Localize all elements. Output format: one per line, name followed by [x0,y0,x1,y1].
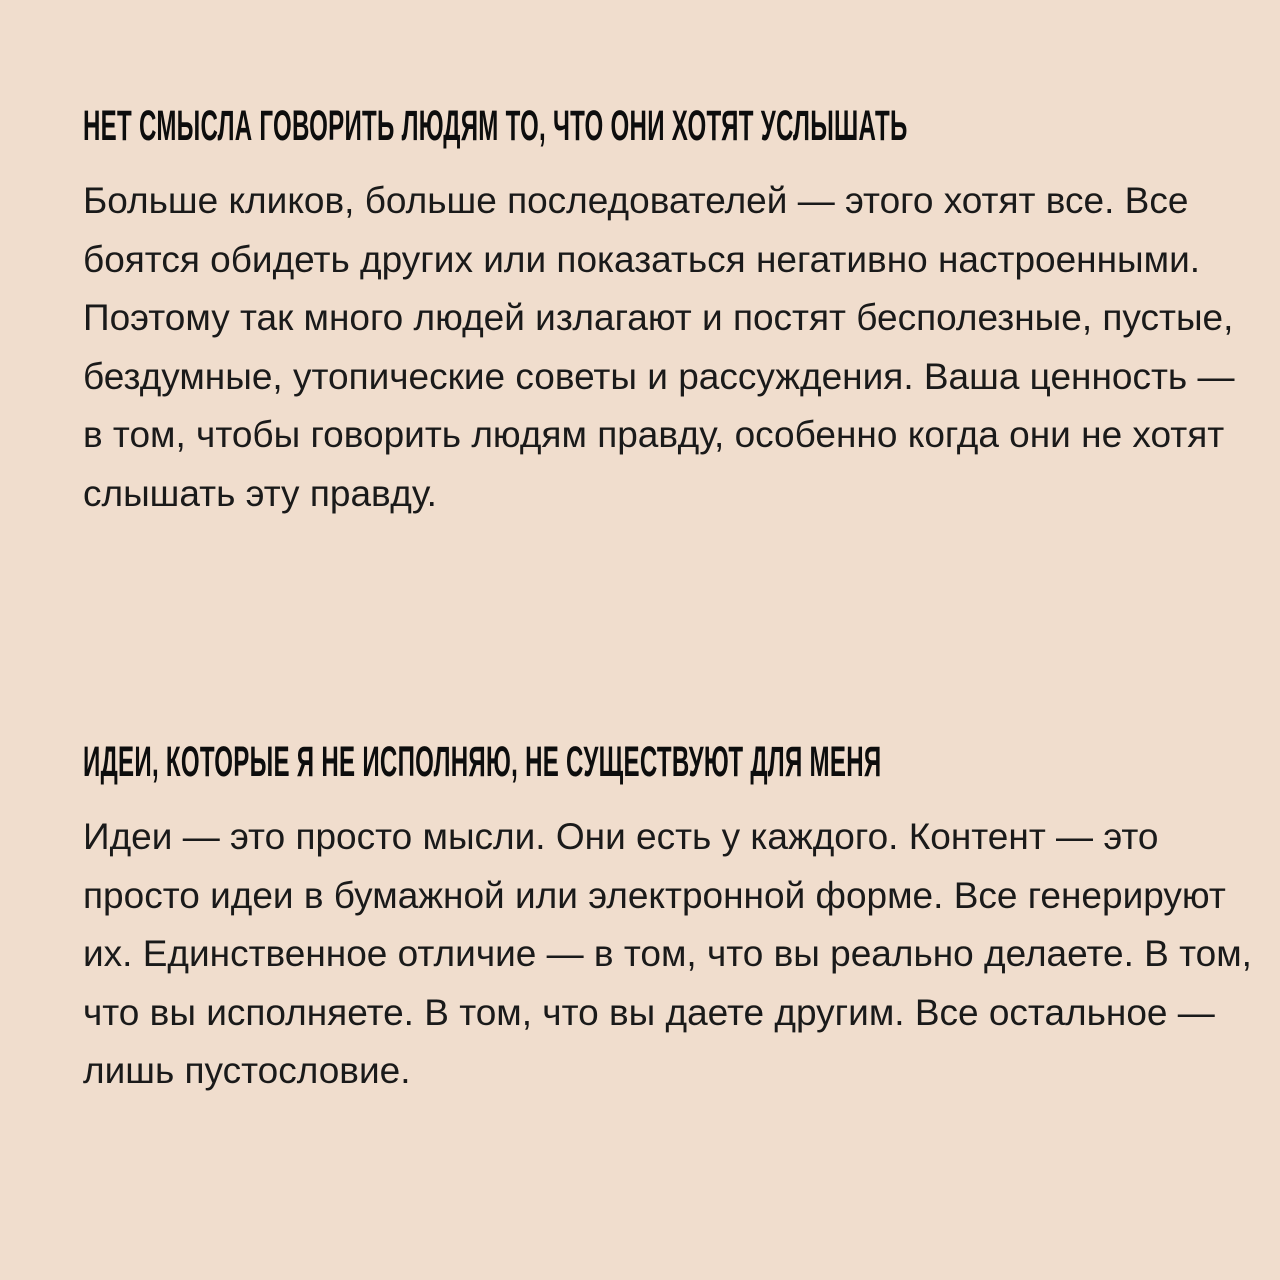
article-page [83,0,1253,1280]
section-body-text: Больше кликов, больше последователей — этого хотят все. Все боятся обидеть других или показаться негативно настроенными. Поэтому так много людей излагают и постят бесполезные, пустые, бездумные, утопические советы и рассуждения. Ваша ценность — в том, чтобы говорить людям правду, особенно когда они не хотят слышать эту правду. [83,180,1235,514]
section-heading: НЕТ СМЫСЛА ГОВОРИТЬ ЛЮДЯМ ТО, ЧТО ОНИ ХОТЯТ УСЛЫШАТЬ [83,102,908,150]
section-body-text: Идеи — это просто мысли. Они есть у каждого. Контент — это просто идеи в бумажной или электронной форме. Все генерируют их. Единственное отличие — в том, что вы реально делаете. В том, что вы исполняете. В том, что вы даете другим. Все остальное — лишь пустословие. [83,816,1252,1091]
section-ideas-not-executed [83,726,1253,1101]
section-no-point-telling-people [83,90,1253,523]
section-heading: ИДЕИ, КОТОРЫЕ Я НЕ ИСПОЛНЯЮ, НЕ СУЩЕСТВУЮТ ДЛЯ МЕНЯ [83,738,882,786]
